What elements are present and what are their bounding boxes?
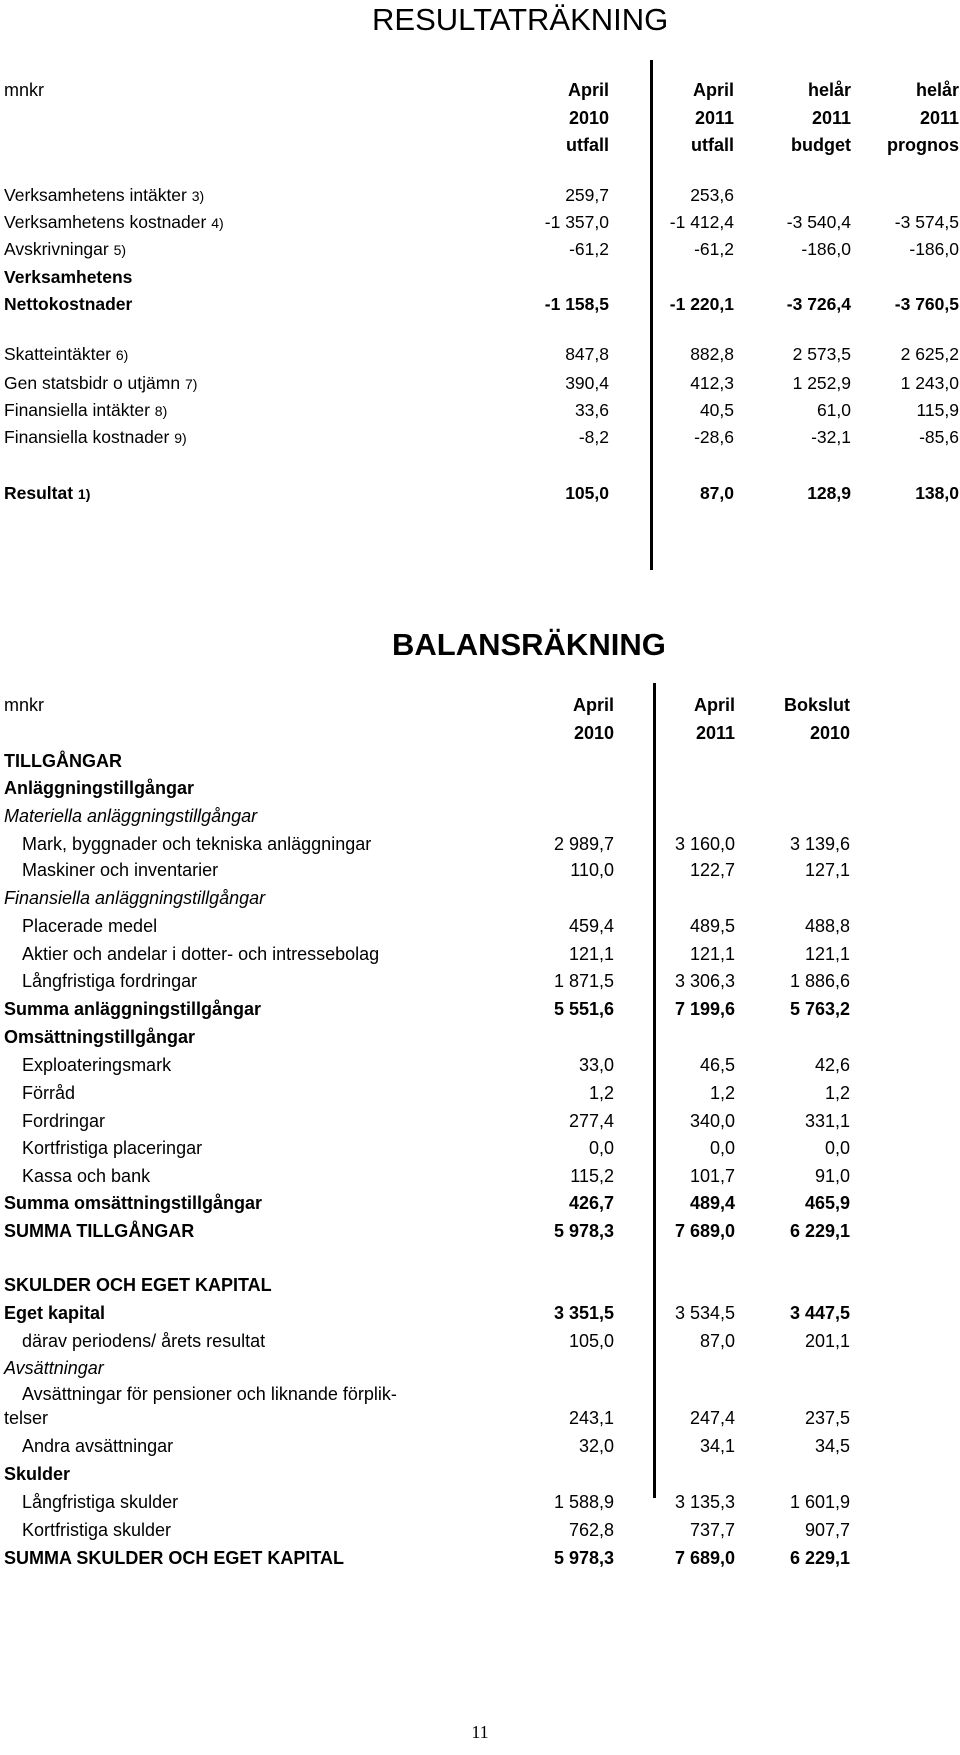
- income-header-label: mnkr: [4, 80, 44, 100]
- income-row-label: [4, 294, 132, 315]
- balance-row: [0, 834, 960, 862]
- income-row-value: 40,5: [699, 400, 734, 420]
- balance-row: [0, 1275, 960, 1303]
- balance-row-value: 488,8: [804, 916, 850, 936]
- income-row-value: -85,6: [919, 427, 959, 447]
- balance-row-value: 91,0: [814, 1166, 850, 1186]
- income-row-value: -61,2: [694, 239, 734, 259]
- balance-row: [0, 1055, 960, 1083]
- income-row: [0, 239, 960, 267]
- balance-row-value: 7 689,0: [674, 1221, 735, 1241]
- balance-row-value: 110,0: [570, 860, 614, 880]
- balance-row-label: Långfristiga fordringar: [22, 971, 198, 991]
- income-header-cell: budget: [791, 135, 851, 155]
- balance-row-label: SUMMA SKULDER OCH EGET KAPITAL: [4, 1548, 344, 1568]
- balance-row-value: 121,1: [568, 944, 614, 964]
- balance-row-label: Avsättningar: [4, 1358, 104, 1378]
- balance-row: [0, 1464, 960, 1492]
- balance-row-value: 105,0: [568, 1331, 614, 1351]
- balance-row: [0, 916, 960, 944]
- balance-row: [0, 778, 960, 806]
- balance-row-value: 122,7: [689, 860, 735, 880]
- balance-row-value: 1 871,5: [553, 971, 614, 991]
- balance-row-label: Omsättningstillgångar: [4, 1027, 196, 1047]
- income-row: [0, 483, 960, 511]
- balance-row-label: Förråd: [22, 1083, 76, 1103]
- balance-row-value: 101,7: [689, 1166, 735, 1186]
- income-row-value: 253,6: [690, 185, 734, 205]
- income-row-value: -3 760,5: [894, 294, 959, 314]
- balance-row: [0, 1083, 960, 1111]
- income-row: [0, 400, 960, 428]
- income-row-value: -186,0: [909, 239, 959, 259]
- income-row: [0, 267, 960, 295]
- balance-row: [0, 806, 960, 834]
- income-row-note: 5): [113, 242, 127, 258]
- balance-sheet-title: BALANSRÄKNING: [392, 627, 666, 662]
- balance-row: [0, 1303, 960, 1331]
- balance-row-label: därav periodens/ årets resultat: [22, 1331, 266, 1351]
- balance-row-label: Summa omsättningstillgångar: [4, 1193, 263, 1213]
- income-row-value: 105,0: [565, 483, 609, 503]
- balance-row-value: 0,0: [824, 1138, 850, 1158]
- balance-row-value: 115,2: [570, 1166, 614, 1186]
- income-row-value: -3 540,4: [786, 212, 851, 232]
- income-row-value: 882,8: [690, 344, 734, 364]
- balance-row-value: 907,7: [804, 1520, 850, 1540]
- income-row-label: [4, 373, 197, 394]
- balance-row-value: 762,8: [568, 1520, 614, 1540]
- balance-row: [0, 1436, 960, 1464]
- income-row-value: -1 357,0: [544, 212, 609, 232]
- balance-row-value: 340,0: [689, 1111, 735, 1131]
- balance-row-label: SUMMA TILLGÅNGAR: [4, 1221, 195, 1241]
- income-header-cell: 2011: [694, 108, 734, 128]
- balance-header-row: [0, 695, 960, 723]
- balance-row-label: Placerade medel: [22, 916, 158, 936]
- balance-header-cell: 2010: [809, 723, 850, 743]
- balance-row: [0, 999, 960, 1027]
- balance-row: [0, 1138, 960, 1166]
- income-header-cell: helår: [807, 80, 851, 100]
- balance-row-value: 2 989,7: [553, 834, 614, 854]
- income-row-note: 6): [115, 347, 129, 363]
- income-row-label-text: Gen statsbidr o utjämn: [4, 373, 181, 393]
- balance-row-value: 237,5: [804, 1408, 850, 1428]
- balance-row-label: Aktier och andelar i dotter- och intressebolag: [22, 944, 380, 964]
- balance-row-value: 277,4: [568, 1111, 614, 1131]
- balance-row-value: 42,6: [814, 1055, 850, 1075]
- balance-row-value: 121,1: [689, 944, 735, 964]
- balance-row: [0, 1331, 960, 1359]
- income-row-value: -61,2: [569, 239, 609, 259]
- balance-row-value: 6 229,1: [789, 1221, 850, 1241]
- balance-header-row: [0, 723, 960, 751]
- balance-row-value: 3 534,5: [674, 1303, 735, 1323]
- balance-row: [0, 860, 960, 888]
- income-row-value: -3 574,5: [894, 212, 959, 232]
- income-header-cell: April: [567, 80, 609, 100]
- balance-row: [0, 751, 960, 779]
- balance-row-value: 3 139,6: [789, 834, 850, 854]
- balance-header-cell: April: [693, 695, 735, 715]
- balance-row: [0, 1221, 960, 1249]
- income-row-note: 4): [211, 215, 224, 231]
- balance-row-value: 3 135,3: [674, 1492, 735, 1512]
- balance-row-label: Långfristiga skulder: [22, 1492, 179, 1512]
- balance-header-cell: Bokslut: [783, 695, 850, 715]
- balance-row-value: 3 351,5: [553, 1303, 614, 1323]
- income-row-label-text: Verksamhetens intäkter: [4, 185, 187, 205]
- income-row-value: -28,6: [694, 427, 734, 447]
- income-row-label-text: Verksamhetens: [4, 267, 133, 287]
- balance-row-value: 127,1: [804, 860, 850, 880]
- balance-row-value: 7 689,0: [674, 1548, 735, 1568]
- balance-row-value: 34,1: [699, 1436, 735, 1456]
- balance-row-value: 489,5: [689, 916, 735, 936]
- balance-row-label: Anläggningstillgångar: [4, 778, 195, 798]
- income-row-value: 2 573,5: [792, 344, 851, 364]
- page-number: 11: [471, 1722, 489, 1742]
- income-header-cell: utfall: [691, 135, 734, 155]
- income-row-value: -186,0: [801, 239, 851, 259]
- income-row-value: 847,8: [565, 344, 609, 364]
- balance-row: [0, 1111, 960, 1139]
- income-row-label: [4, 239, 126, 260]
- balance-header-cell: 2011: [695, 723, 735, 743]
- balance-row-value: 46,5: [699, 1055, 735, 1075]
- balance-row-value: 5 978,3: [553, 1548, 614, 1568]
- income-row-note: 3): [191, 188, 205, 204]
- balance-row: [0, 944, 960, 972]
- balance-row-value: 247,4: [689, 1408, 735, 1428]
- balance-row-value: 201,1: [804, 1331, 850, 1351]
- balance-row-label: Maskiner och inventarier: [22, 860, 219, 880]
- balance-row-value: 1,2: [709, 1083, 735, 1103]
- income-row: [0, 373, 960, 401]
- balance-row-value: 426,7: [568, 1193, 614, 1213]
- income-header-cell: helår: [915, 80, 959, 100]
- balance-row-label: Materiella anläggningstillgångar: [4, 806, 258, 826]
- balance-row-label: telser: [4, 1408, 49, 1428]
- balance-row-value: 7 199,6: [674, 999, 735, 1019]
- balance-row-value: 87,0: [699, 1331, 735, 1351]
- balance-row-value: 33,0: [578, 1055, 614, 1075]
- income-row-value: 87,0: [699, 483, 734, 503]
- balance-row-value: 1 588,9: [553, 1492, 614, 1512]
- balance-row-value: 331,1: [804, 1111, 850, 1131]
- income-row-label: [4, 427, 187, 448]
- balance-row-label: Kortfristiga skulder: [22, 1520, 172, 1540]
- income-row-label: [4, 267, 132, 288]
- balance-row-label: SKULDER OCH EGET KAPITAL: [4, 1275, 272, 1295]
- balance-row-label: Fordringar: [22, 1111, 106, 1131]
- income-row-value: 138,0: [915, 483, 959, 503]
- income-row-value: 128,9: [807, 483, 851, 503]
- income-row-label-text: Finansiella kostnader: [4, 427, 170, 447]
- balance-row-label: Summa anläggningstillgångar: [4, 999, 262, 1019]
- income-row-value: 61,0: [816, 400, 851, 420]
- balance-row-label: Andra avsättningar: [22, 1436, 174, 1456]
- income-row-label: [4, 185, 204, 206]
- balance-row-value: 1,2: [588, 1083, 614, 1103]
- income-row-value: -3 726,4: [786, 294, 851, 314]
- income-row-value: -8,2: [578, 427, 609, 447]
- balance-row-value: 1 601,9: [789, 1492, 850, 1512]
- balance-row-value: 34,5: [814, 1436, 850, 1456]
- income-header-cell: utfall: [566, 135, 609, 155]
- balance-row-label: Kassa och bank: [22, 1166, 151, 1186]
- income-row-value: -1 220,1: [669, 294, 734, 314]
- income-header-cell: 2011: [811, 108, 851, 128]
- income-row-label-text: Verksamhetens kostnader: [4, 212, 207, 232]
- income-header-cell: 2010: [568, 108, 609, 128]
- balance-header-cell: April: [572, 695, 614, 715]
- balance-row-value: 465,9: [804, 1193, 850, 1213]
- balance-header-label: mnkr: [4, 695, 44, 715]
- balance-row: [0, 971, 960, 999]
- balance-row-value: 3 160,0: [674, 834, 735, 854]
- income-row-note: 9): [174, 430, 187, 446]
- balance-row: [0, 1408, 960, 1436]
- income-row: [0, 212, 960, 240]
- balance-row: [0, 1027, 960, 1055]
- income-row-value: -32,1: [811, 427, 851, 447]
- balance-row-value: 459,4: [568, 916, 614, 936]
- balance-row-value: 6 229,1: [789, 1548, 850, 1568]
- income-row-note: 7): [184, 376, 198, 392]
- income-row-label: [4, 400, 167, 421]
- income-header-row: [0, 135, 960, 163]
- income-row-note: 8): [154, 403, 168, 419]
- income-row-value: 390,4: [565, 373, 609, 393]
- balance-row-label: TILLGÅNGAR: [4, 751, 122, 771]
- income-row-value: 259,7: [565, 185, 609, 205]
- balance-row-label: Skulder: [4, 1464, 71, 1484]
- balance-row-value: 5 978,3: [553, 1221, 614, 1241]
- balance-row: [0, 1358, 960, 1386]
- balance-row-label: Mark, byggnader och tekniska anläggningar: [22, 834, 372, 854]
- income-row-label: [4, 212, 224, 233]
- income-row: [0, 344, 960, 372]
- income-header-cell: 2011: [919, 108, 959, 128]
- balance-row-value: 0,0: [588, 1138, 614, 1158]
- income-header-cell: April: [692, 80, 734, 100]
- balance-row-label: Kortfristiga placeringar: [22, 1138, 203, 1158]
- income-header-row: [0, 80, 960, 108]
- income-statement-title: RESULTATRÄKNING: [372, 2, 669, 37]
- income-row-value: -1 158,5: [544, 294, 609, 314]
- income-row-label-text: Skatteintäkter: [4, 344, 111, 364]
- balance-row-value: 0,0: [709, 1138, 735, 1158]
- balance-row-value: 5 551,6: [553, 999, 614, 1019]
- balance-row-value: 5 763,2: [789, 999, 850, 1019]
- balance-row-label: Avsättningar för pensioner och liknande förplik-: [22, 1384, 397, 1404]
- income-row-value: 1 252,9: [792, 373, 851, 393]
- income-row-value: 33,6: [574, 400, 609, 420]
- income-row: [0, 294, 960, 322]
- income-row-value: 1 243,0: [900, 373, 959, 393]
- income-row-value: -1 412,4: [669, 212, 734, 232]
- income-row-value: 115,9: [916, 400, 959, 420]
- income-header-row: [0, 108, 960, 136]
- income-row-label-text: Avskrivningar: [4, 239, 109, 259]
- balance-row-value: 489,4: [689, 1193, 735, 1213]
- income-row: [0, 185, 960, 213]
- balance-row-value: 3 306,3: [674, 971, 735, 991]
- income-row-label: [4, 483, 90, 504]
- income-row-note: 1): [77, 486, 91, 502]
- balance-header-cell: 2010: [573, 723, 614, 743]
- balance-row: [0, 888, 960, 916]
- income-row-label-text: Resultat: [4, 483, 74, 503]
- balance-row-value: 1 886,6: [789, 971, 850, 991]
- income-row-label-text: Nettokostnader: [4, 294, 133, 314]
- balance-row-value: 3 447,5: [789, 1303, 850, 1323]
- income-row-value: 412,3: [690, 373, 734, 393]
- balance-row: [0, 1548, 960, 1576]
- balance-row-value: 121,1: [804, 944, 850, 964]
- balance-row: [0, 1520, 960, 1548]
- balance-row-label: Eget kapital: [4, 1303, 106, 1323]
- income-row-label-text: Finansiella intäkter: [4, 400, 150, 420]
- income-row: [0, 427, 960, 455]
- balance-row-label: Exploateringsmark: [22, 1055, 172, 1075]
- balance-row: [0, 1492, 960, 1520]
- balance-row-value: 32,0: [578, 1436, 614, 1456]
- balance-row-label: Finansiella anläggningstillgångar: [4, 888, 266, 908]
- balance-row-value: 737,7: [689, 1520, 735, 1540]
- balance-row-value: 243,1: [568, 1408, 614, 1428]
- balance-row: [0, 1166, 960, 1194]
- income-row-label: [4, 344, 128, 365]
- balance-row: [0, 1193, 960, 1221]
- income-header-cell: prognos: [887, 135, 959, 155]
- balance-row-value: 1,2: [824, 1083, 850, 1103]
- income-row-value: 2 625,2: [900, 344, 959, 364]
